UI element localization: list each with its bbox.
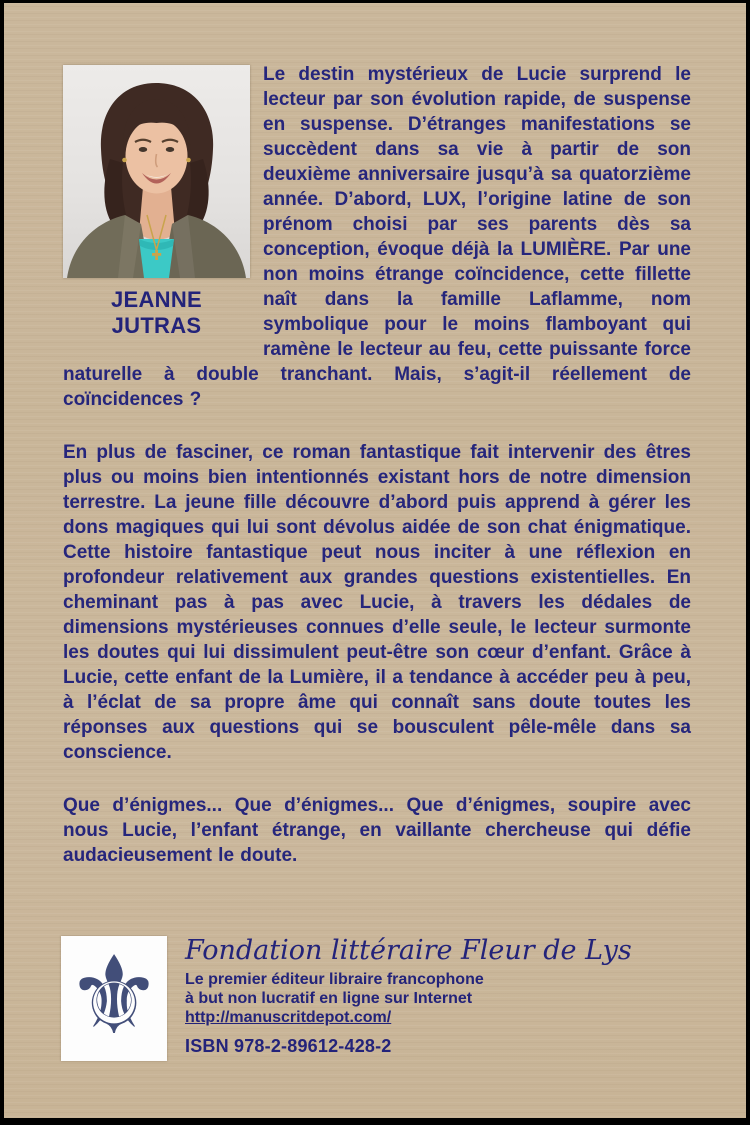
publisher-block — [61, 930, 632, 1061]
synopsis-paragraph-3: Que d’énigmes... Que d’énigmes... Que d’énigmes, soupire avec nous Lucie, l’enfant étrange, en vaillante chercheuse qui défie audacieusement le doute. — [63, 795, 691, 866]
isbn-number: ISBN 978-2-89612-428-2 — [185, 1036, 392, 1056]
publisher-info — [185, 930, 632, 1057]
author-photo — [63, 65, 250, 278]
publisher-name: Fondation littéraire Fleur de Lys — [185, 935, 632, 966]
fleur-de-lis-icon: ⚜ — [65, 933, 163, 1059]
publisher-url-link[interactable]: http://manuscritdepot.com/ — [185, 1009, 392, 1026]
author-name: JEANNE JUTRAS — [110, 287, 203, 338]
publisher-tagline-1: Le premier éditeur libraire francophone — [185, 971, 484, 988]
synopsis-paragraph-2: En plus de fasciner, ce roman fantastique fait intervenir des êtres plus ou moins bien intentionnés existant hors de notre dimension terrestre. La jeune fille découvre d’abord puis apprend à gérer les dons magiques qui lui sont dévolus aidée de son chat énigmatique. Cette histoire fantastique peut nous inciter à une réflexion en profondeur relativement aux grandes questions existentielles. En cheminant pas à pas avec Lucie, à travers les dédales de dimensions mystérieuses connues d’elle seule, le lecteur surmonte les doutes qui lui dissimulent peut-être son cœur d’enfant. Grâce à Lucie, cette enfant de la Lumière, il a tendance à accéder peu à peu, à l’éclat de sa propre âme qui connaît sans doute toutes les réponses aux questions qui se bousculent pêle-mêle dans sa conscience. — [63, 442, 691, 763]
author-block — [63, 65, 250, 339]
author-portrait-illustration — [63, 65, 250, 278]
synopsis-paragraph-1: Le destin mystérieux de Lucie surprend le lecteur par son évolution rapide, de suspense en suspense. D’étranges manifestations se succèdent dans sa vie à partir de son deuxième anniversaire jusqu’à sa quatorzième année. D’abord, LUX, l’origine latine de son prénom choisi par ses parents dès sa conception, évoque déjà la LUMIÈRE. Par une non moins étrange coïncidence, cette fillette naît dans la famille Laflamme, nom symbolique pour le moins flamboyant qui ramène le lecteur au feu, cette puissante force naturelle à double tranchant. Mais, s’agit-il réellement de coïncidences ? — [63, 64, 691, 410]
cover-background — [4, 3, 746, 1118]
publisher-logo — [61, 933, 167, 1061]
publisher-tagline-2: à but non lucratif en ligne sur Internet — [185, 990, 473, 1007]
